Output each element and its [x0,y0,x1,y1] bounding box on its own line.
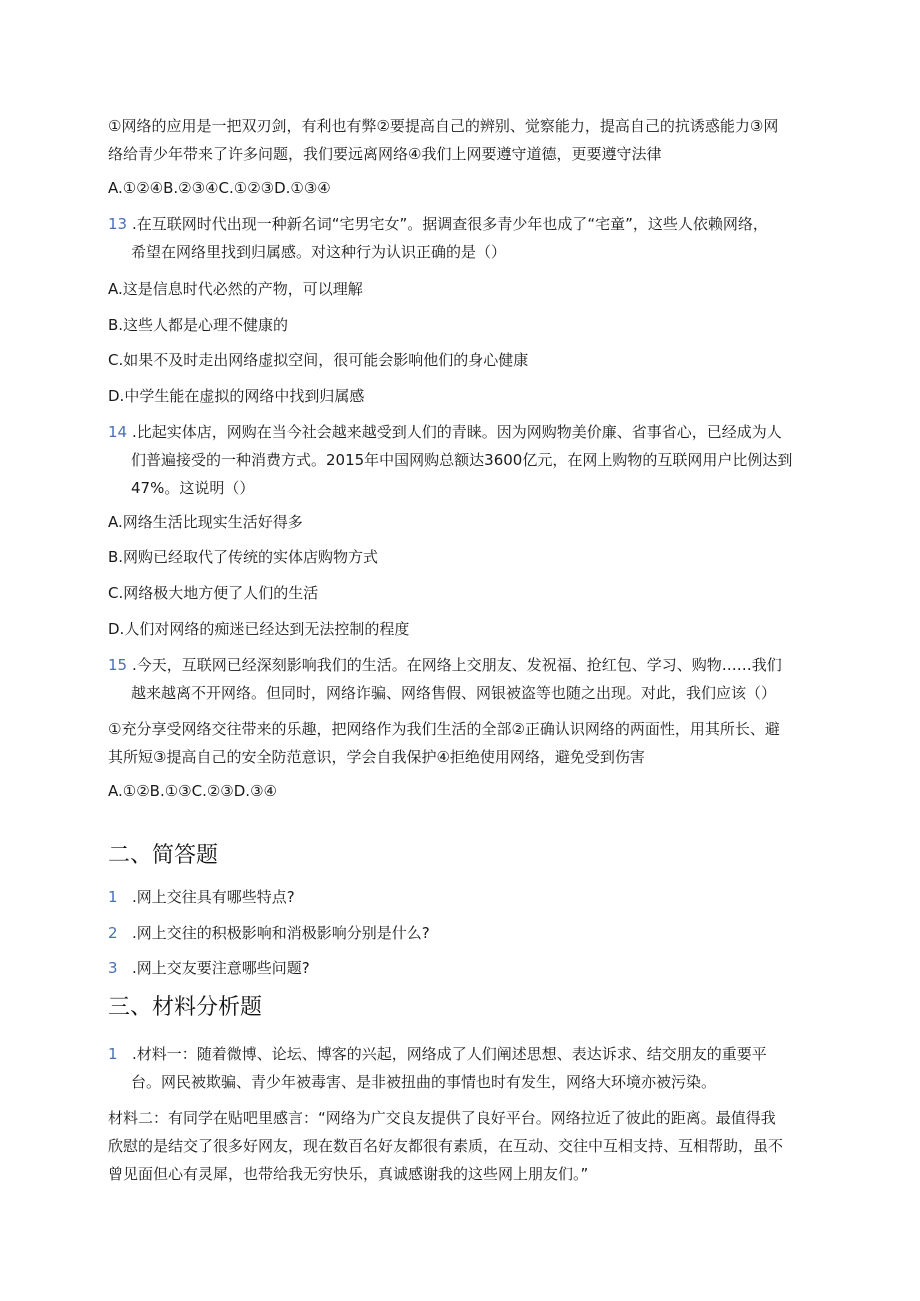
q15-stem-line2: 越来越离不开网络。但同时，网络诈骗、网络售假、网银被盗等也随之出现。对此，我们应该（） [131,684,777,702]
q13-number: 13 [108,215,128,233]
q15-statements-line1: ①充分享受网络交往带来的乐趣，把网络作为我们生活的全部②正确认识网络的两面性，用其所长、避 [108,720,780,738]
q14-option-d: D.人们对网络的痴迷已经达到无法控制的程度 [108,620,410,638]
s2-item3-text: .网上交友要注意哪些问题? [132,959,310,977]
q14-stem-line1: .比起实体店，网购在当今社会越来越受到人们的青睐。因为网购物美价廉、省事省心，已经成为人 [132,423,782,441]
q13-stem-line1: .在互联网时代出现一种新名词“宅男宅女”。据调查很多青少年也成了“宅童”，这些人依赖网络， [132,215,768,233]
q15-number: 15 [108,656,128,674]
s2-item1-number: 1 [108,888,118,906]
s2-item1-text: .网上交往具有哪些特点? [132,888,295,906]
q14-stem-line2: 们普遍接受的一种消费方式。2015年中国网购总额达3600亿元，在网上购物的互联网用户比例达到 [131,451,793,469]
q15-stem-line1: .今天，互联网已经深刻影响我们的生活。在网络上交朋友、发祝福、抢红包、学习、购物……我们 [132,656,782,674]
q15-choices: A.①②B.①③C.②③D.③④ [108,782,277,800]
s2-item3-number: 3 [108,959,118,977]
s3-material2-line1: 材料二：有同学在贴吧里感言：“网络为广交良友提供了良好平台。网络拉近了彼此的距离。最值得我 [108,1109,776,1127]
q13-option-c: C.如果不及时走出网络虚拟空间，很可能会影响他们的身心健康 [108,351,529,369]
s2-item2-number: 2 [108,924,118,942]
s3-material2-line2: 欣慰的是结交了很多好网友，现在数百名好友都很有素质，在互动、交往中互相支持、互相帮助，虽不 [108,1137,784,1155]
q13-option-a: A.这是信息时代必然的产物，可以理解 [108,280,363,298]
q14-option-c: C.网络极大地方便了人们的生活 [108,584,319,602]
q13-option-b: B.这些人都是心理不健康的 [108,316,289,334]
s3-material1-line1: .材料一：随着微博、论坛、博客的兴起，网络成了人们阐述思想、表达诉求、结交朋友的重要平 [132,1045,767,1063]
q14-stem-line3: 47%。这说明（） [131,479,255,497]
section2-heading: 二、简答题 [108,843,219,868]
q12-statements-line2: 络给青少年带来了许多问题，我们要远离网络④我们上网要遵守道德，更要遵守法律 [108,145,662,163]
s3-material1-line2: 台。网民被欺骗、青少年被毒害、是非被扭曲的事情也时有发生，网络大环境亦被污染。 [131,1073,717,1091]
q12-statements-line1: ①网络的应用是一把双刃剑，有利也有弊②要提高自己的辨别、觉察能力，提高自己的抗诱惑能力③网 [108,117,779,135]
q13-stem-line2: 希望在网络里找到归属感。对这种行为认识正确的是（） [131,243,507,261]
q14-number: 14 [108,423,128,441]
q14-option-b: B.网购已经取代了传统的实体店购物方式 [108,548,379,566]
s2-item2-text: .网上交往的积极影响和消极影响分别是什么? [132,924,430,942]
q12-choices: A.①②④B.②③④C.①②③D.①③④ [108,179,331,197]
s3-item1-number: 1 [108,1045,118,1063]
q13-option-d: D.中学生能在虚拟的网络中找到归属感 [108,387,365,405]
section3-heading: 三、材料分析题 [108,995,263,1020]
q15-statements-line2: 其所短③提高自己的安全防范意识，学会自我保护④拒绝使用网络，避免受到伤害 [108,748,645,766]
s3-material2-line3: 曾见面但心有灵犀，也带给我无穷快乐，真诚感谢我的这些网上朋友们。” [108,1165,589,1183]
q14-option-a: A.网络生活比现实生活好得多 [108,513,303,531]
